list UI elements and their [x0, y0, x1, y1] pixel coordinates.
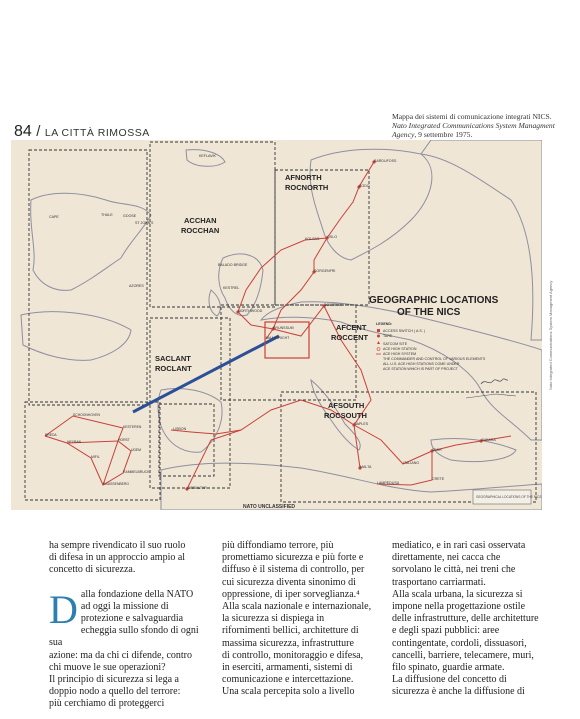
legend-item: ALL U.S. ACE HIGH STATIONS COME UNDER: [383, 362, 460, 366]
map-footer: NATO UNCLASSIFIED: [243, 504, 296, 510]
body-text-line: echeggia sullo sfondo di ogni sua: [49, 625, 199, 649]
body-text-line: diffuso è il sistema di controllo, per: [222, 564, 365, 576]
north-america-coast: [21, 312, 131, 361]
body-text-line: doppio nodo a quello del terrore:: [49, 686, 181, 698]
greenland-coast: [31, 193, 151, 290]
body-text-line: azione: ma da chi ci difende, contro: [49, 649, 192, 661]
inset-place-label: RAMMELBRUCK: [123, 470, 150, 474]
map-place-label: KOLSAS: [305, 237, 320, 241]
body-text-line: concetto di sicurezza.: [49, 564, 136, 576]
body-text-line: ad oggi la missione di: [80, 600, 169, 612]
text-column-3: [392, 540, 542, 699]
map-svg: [11, 140, 542, 510]
map-place-label: GIBRALTAR: [187, 486, 207, 490]
body-text-line: filo spinato, guardie armate.: [392, 662, 505, 674]
body-text-line: in eserciti, armamenti, sistemi di: [222, 662, 353, 674]
map-place-label: THULE: [101, 213, 113, 217]
body-text-line: più diffondiamo terrore, più: [222, 540, 334, 551]
map-title-line2: OF THE NICS: [397, 307, 461, 318]
map-place-label: SORGENFRI: [314, 269, 336, 273]
roccent-label: ROCCENT: [331, 333, 369, 342]
inset-place-labels: [45, 413, 150, 486]
inset-place-label: RAUSSENBERG: [103, 482, 130, 486]
map-stamp: GEOGRAPHICAL LOCATIONS OF THE NICS: [476, 495, 542, 499]
inset-place-label: UDEM: [131, 448, 141, 452]
body-text-line: ha sempre rivendicato il suo ruolo: [49, 540, 186, 551]
legend-item: ACCESS SWITCH ( A.S. ): [383, 329, 425, 333]
legend-item: ACE HIGH SYSTEM: [383, 352, 417, 356]
figure-caption: [392, 112, 562, 139]
body-text-line: delle infrastrutture, delle architetture: [392, 613, 539, 625]
legend-item: SATCOM SITE: [383, 342, 408, 346]
map-place-label: GOOSE: [123, 214, 137, 218]
map-place-label: ITALIANO: [403, 461, 420, 465]
legend-item: ACE STATION WHICH IS PART OF PROJECT: [383, 367, 458, 371]
map-place-label: BARDUFOSS: [374, 159, 397, 163]
body-text-line: trasportano carriarmati.: [392, 576, 486, 588]
afsouth-label: AFSOUTH: [328, 401, 365, 410]
legend-item: ACE HIGH STATION: [383, 347, 417, 351]
header-separator: /: [36, 123, 41, 140]
body-text-line: alla fondazione della NATO: [80, 588, 194, 600]
saclant-box: [150, 318, 230, 488]
map-place-label: ST JOHN'S: [135, 221, 154, 225]
body-text-line: rifornimenti bellici, architetture di: [222, 625, 359, 637]
ireland-coast: [209, 290, 220, 316]
route-crete: [377, 451, 432, 485]
map-place-label: KESTREL: [223, 286, 240, 290]
body-text-line: protezione e salvaguardia: [80, 613, 184, 625]
map-place-label: ANKARA: [481, 438, 496, 442]
map-place-label: KEFLAVIK: [199, 154, 216, 158]
text-column-2: [222, 540, 372, 699]
afsouth-box: [281, 392, 536, 502]
body-text-line: contingentate, cordoli, dissuasori,: [392, 637, 527, 649]
acchan-label: ACCHAN: [184, 216, 217, 225]
map-place-label: LISBON: [173, 427, 187, 431]
handwritten-note-mark: [466, 394, 516, 398]
running-header: [14, 123, 150, 141]
map-place-label: BOERFINK: [324, 303, 343, 307]
body-text-line: la sicurezza si dispiega in: [222, 613, 325, 625]
body-text-line: promettiamo sicurezza e più forte e: [222, 552, 364, 564]
page-number: 84: [14, 123, 32, 140]
photo-credit: Nato Integrated Communications System Managment Agency: [548, 280, 553, 390]
route-uk: [238, 238, 327, 329]
legend-title: LEGEND:: [376, 322, 393, 326]
iberia-coast: [158, 389, 222, 453]
body-text-line: oppressione, di iper sorveglianza.⁴: [222, 588, 360, 600]
scandinavia-coast: [310, 149, 432, 260]
afnorth-label: AFNORTH: [285, 173, 322, 182]
inset-place-label: MIFIL: [91, 455, 100, 459]
map-place-label: MALTA: [360, 465, 372, 469]
body-text-line: comunicazione e intercettazione.: [222, 674, 354, 686]
body-text-line: massima sicurezza, infrastrutture: [222, 637, 354, 649]
map-place-label: CRETE: [432, 477, 445, 481]
body-text-line: di controllo, monitoraggio e difesa,: [222, 649, 364, 661]
roclant-label: ROCLANT: [155, 364, 192, 373]
body-text-line: impone nella progettazione ostile: [392, 601, 526, 613]
caption-text: Mappa dei sistemi di comunicazione integrati NICS.: [392, 112, 552, 121]
map-place-label: BRUNSSUM: [273, 326, 294, 330]
afcent-box: [221, 305, 356, 400]
body-text-line: chi muove le sue operazioni?: [49, 661, 166, 673]
inset-place-label: BREDA: [45, 433, 57, 437]
body-text-line: Una scala percepita solo a livello: [222, 686, 355, 698]
inset-pointer-line: [133, 336, 279, 412]
rocsouth-label: ROCSOUTH: [324, 411, 367, 420]
rocnorth-label: ROCNORTH: [285, 183, 329, 192]
inset-route-loop: [45, 416, 131, 485]
map-place-label: CAPE: [49, 215, 59, 219]
drop-cap: D: [49, 586, 78, 632]
body-text-line: Il principio di sicurezza si lega a: [49, 674, 179, 686]
map-title-line1: GEOGRAPHIC LOCATIONS: [369, 295, 499, 306]
saclant-north-box: [29, 150, 147, 405]
caption-source: Nato Integrated Communications System Managment Agency: [392, 121, 555, 139]
body-text-line: sorvolano le città, nei treni che: [392, 564, 516, 576]
body-text-line: Alla scala nazionale e internazionale,: [222, 601, 372, 613]
map-place-label: IZMIR: [432, 448, 442, 452]
rocchan-label: ROCCHAN: [181, 226, 220, 235]
map-place-label: LAMPEDUSA: [377, 481, 400, 485]
body-text-line: e degli spazi pubblici: aree: [392, 625, 500, 637]
map-place-label: NORTHWOOD: [238, 309, 263, 313]
body-text-line: di difesa in un approccio ampio al: [49, 552, 186, 564]
afcent-label: AFCENT: [336, 323, 367, 332]
map-place-label: NAPLES: [354, 422, 369, 426]
signature-scribble: [481, 379, 508, 384]
legend-item: TARE: [383, 334, 393, 338]
inset-place-label: HEYRAN: [67, 440, 82, 444]
body-text-line: cancelli, barriere, telecamere, muri,: [392, 649, 534, 661]
legend-item: THE COMMANDER AND CONTROL OF VARIOUS ELEMENTS: [383, 357, 486, 361]
body-text-line: sicurezza è anche la diffusione di: [392, 686, 525, 698]
body-text-line: La diffusione del concetto di: [392, 674, 507, 686]
body-text-line: Alla scala urbana, la sicurezza si: [392, 588, 523, 600]
body-text-line: direttamente, nei cacca che: [392, 552, 501, 564]
map-place-label: MAASTRICHT: [266, 336, 290, 340]
map-place-label: BALADO BRIDGE: [218, 263, 248, 267]
body-text-line: cui sicurezza diventa sinonimo di: [222, 576, 356, 588]
text-column-1: [49, 540, 199, 711]
inset-place-label: SCHOONHOVEN: [73, 413, 100, 417]
running-title: LA CITTÀ RIMOSSA: [44, 127, 150, 139]
body-text-line: più cerchiamo di proteggerci: [49, 698, 165, 710]
map-place-label: BODO: [359, 184, 370, 188]
caption-date: , 9 settembre 1975.: [414, 130, 473, 139]
body-text-line: mediatico, e in rari casi osservata: [392, 540, 526, 551]
inset-place-label: HORST: [118, 438, 130, 442]
inset-place-label: KESTEREN: [123, 425, 142, 429]
map-place-label: AZORES: [129, 284, 144, 288]
saclant-label: SACLANT: [155, 354, 191, 363]
nics-map: [11, 140, 542, 510]
map-place-label: OSLO: [327, 235, 337, 239]
